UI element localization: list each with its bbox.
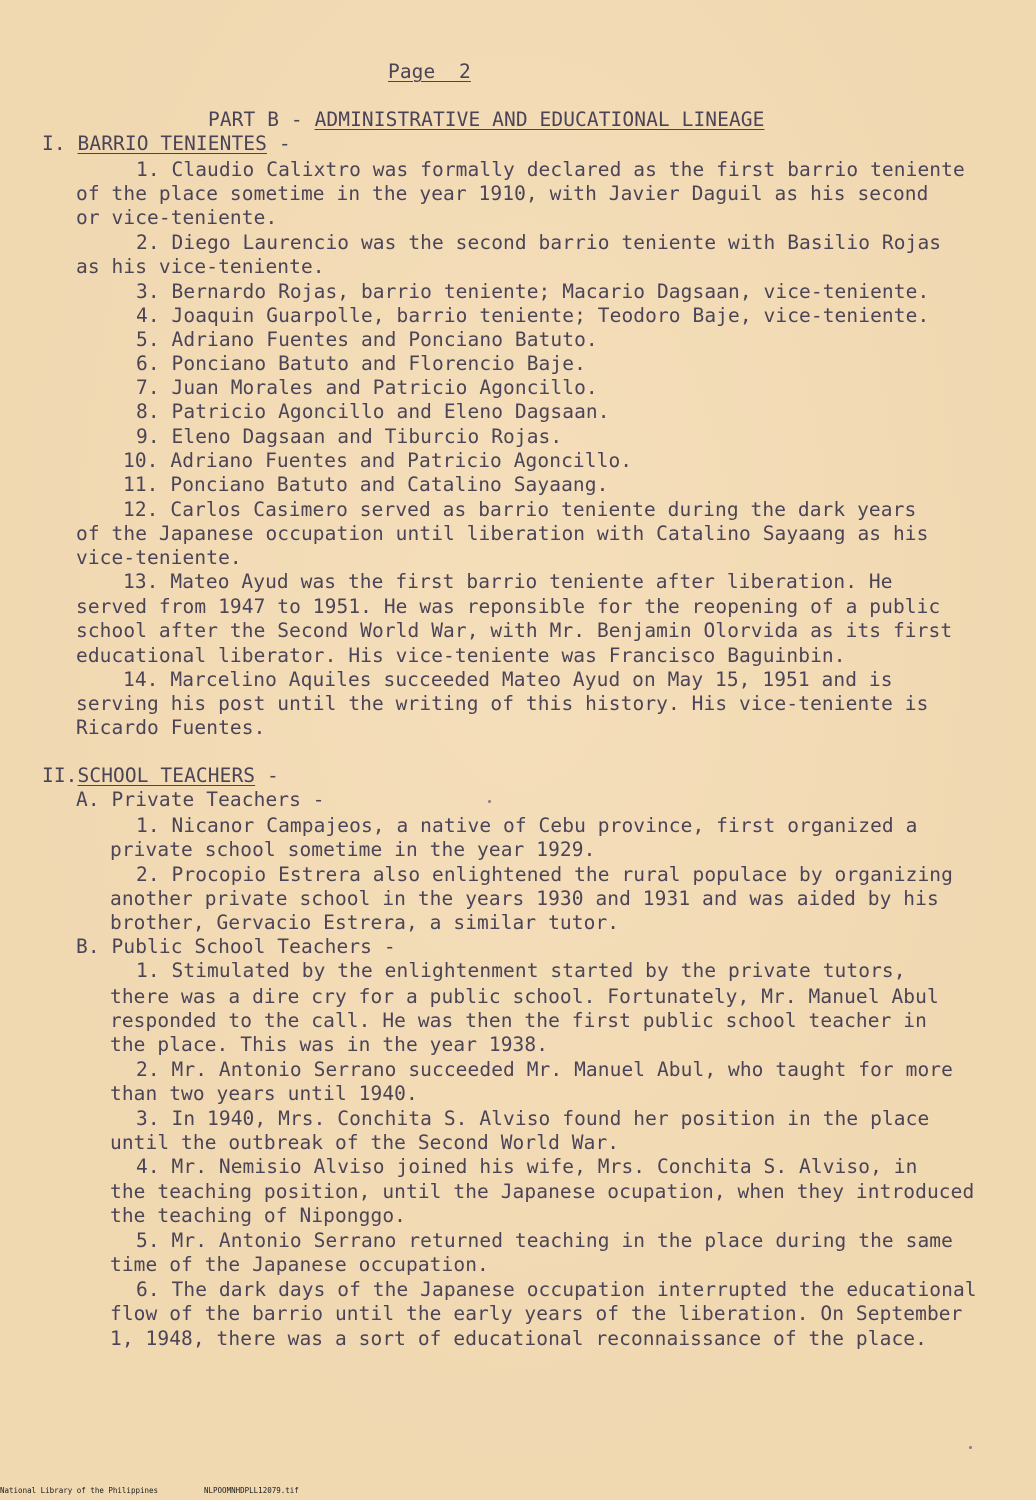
text-line: of the Japanese occupation until liberation with Catalino Sayaang as his (76, 522, 929, 545)
text-line: 2. Diego Laurencio was the second barrio teniente with Basilio Rojas (136, 231, 942, 254)
text-line: vice-teniente. (76, 546, 242, 569)
public-school-teachers-heading: B. Public School Teachers - (76, 935, 396, 958)
section-school-teachers-heading: II.SCHOOL TEACHERS - (42, 764, 279, 787)
text-line: time of the Japanese occupation. (110, 1253, 489, 1276)
text-line: responded to the call. He was then the first public school teacher in (110, 1009, 927, 1032)
text-line: as his vice-teniente. (76, 255, 325, 278)
text-line: 13. Mateo Ayud was the first barrio teniente after liberation. He (123, 570, 893, 593)
text-line: than two years until 1940. (110, 1082, 418, 1105)
text-line: 12. Carlos Casimero served as barrio teniente during the dark years (123, 498, 917, 521)
text-line: of the place sometime in the year 1910, with Javier Daguil as his second (76, 182, 929, 205)
text-line: 3. Bernardo Rojas, barrio teniente; Macario Dagsaan, vice-teniente. (136, 280, 930, 303)
text-line: the teaching position, until the Japanese ocupation, when they introduced (110, 1180, 975, 1203)
text-line: 5. Mr. Antonio Serrano returned teaching in the place during the same (136, 1229, 953, 1252)
text-line: the place. This was in the year 1938. (110, 1033, 549, 1056)
footer-library-credit: National Library of the Philippines (0, 1486, 159, 1495)
text-line: private school sometime in the year 1929. (110, 838, 596, 861)
text-line: 1. Nicanor Campajeos, a native of Cebu province, first organized a (136, 814, 918, 837)
text-line: 9. Eleno Dagsaan and Tiburcio Rojas. (136, 425, 563, 448)
text-line: serving his post until the writing of this history. His vice-teniente is (76, 692, 929, 715)
text-line: school after the Second World War, with Mr. Benjamin Olorvida as its first (76, 619, 953, 642)
text-line: 3. In 1940, Mrs. Conchita S. Alviso found her position in the place (136, 1107, 930, 1130)
text-line: 4. Joaquin Guarpolle, barrio teniente; Teodoro Baje, vice-teniente. (136, 304, 930, 327)
text-line: flow of the barrio until the early years of the liberation. On September (110, 1302, 963, 1325)
text-line: 14. Marcelino Aquiles succeeded Mateo Ayud on May 15, 1951 and is (123, 668, 893, 691)
text-line: 1. Stimulated by the enlightenment started by the private tutors, (136, 959, 906, 982)
text-line: there was a dire cry for a public school. Fortunately, Mr. Manuel Abul (110, 985, 939, 1008)
footer-filename: NLPOOMNHDPLL12079.tif (204, 1486, 299, 1495)
private-teachers-heading: A. Private Teachers - (76, 788, 325, 811)
text-line: until the outbreak of the Second World War. (110, 1131, 620, 1154)
section-barrio-tenientes-heading: I. BARRIO TENIENTES - (42, 132, 291, 155)
page-number: Page 2 (388, 60, 471, 83)
text-line: the teaching of Niponggo. (110, 1204, 406, 1227)
text-line: 5. Adriano Fuentes and Ponciano Batuto. (136, 328, 598, 351)
part-title: PART B - ADMINISTRATIVE AND EDUCATIONAL LINEAGE (208, 108, 765, 131)
text-line: 1, 1948, there was a sort of educational reconnaissance of the place. (110, 1327, 927, 1350)
text-line: 6. The dark days of the Japanese occupation interrupted the educational (136, 1278, 977, 1301)
text-line: 10. Adriano Fuentes and Patricio Agoncillo. (123, 449, 633, 472)
paper-speck (488, 800, 491, 803)
text-line: 6. Ponciano Batuto and Florencio Baje. (136, 352, 586, 375)
text-line: Ricardo Fuentes. (76, 716, 266, 739)
text-line: educational liberator. His vice-teniente was Francisco Baguinbin. (76, 644, 846, 667)
text-line: served from 1947 to 1951. He was reponsible for the reopening of a public (76, 595, 941, 618)
text-line: 7. Juan Morales and Patricio Agoncillo. (136, 376, 598, 399)
text-line: another private school in the years 1930 and 1931 and was aided by his (110, 887, 939, 910)
text-line: or vice-teniente. (76, 206, 278, 229)
text-line: brother, Gervacio Estrera, a similar tutor. (110, 911, 620, 934)
text-line: 11. Ponciano Batuto and Catalino Sayaang. (123, 473, 609, 496)
text-line: 4. Mr. Nemisio Alviso joined his wife, Mrs. Conchita S. Alviso, in (136, 1155, 918, 1178)
text-line: 2. Mr. Antonio Serrano succeeded Mr. Manuel Abul, who taught for more (136, 1058, 953, 1081)
text-line: 8. Patricio Agoncillo and Eleno Dagsaan. (136, 400, 610, 423)
paper-speck (969, 1446, 972, 1449)
text-line: 2. Procopio Estrera also enlightened the rural populace by organizing (136, 863, 953, 886)
text-line: 1. Claudio Calixtro was formally declared as the first barrio teniente (136, 158, 965, 181)
